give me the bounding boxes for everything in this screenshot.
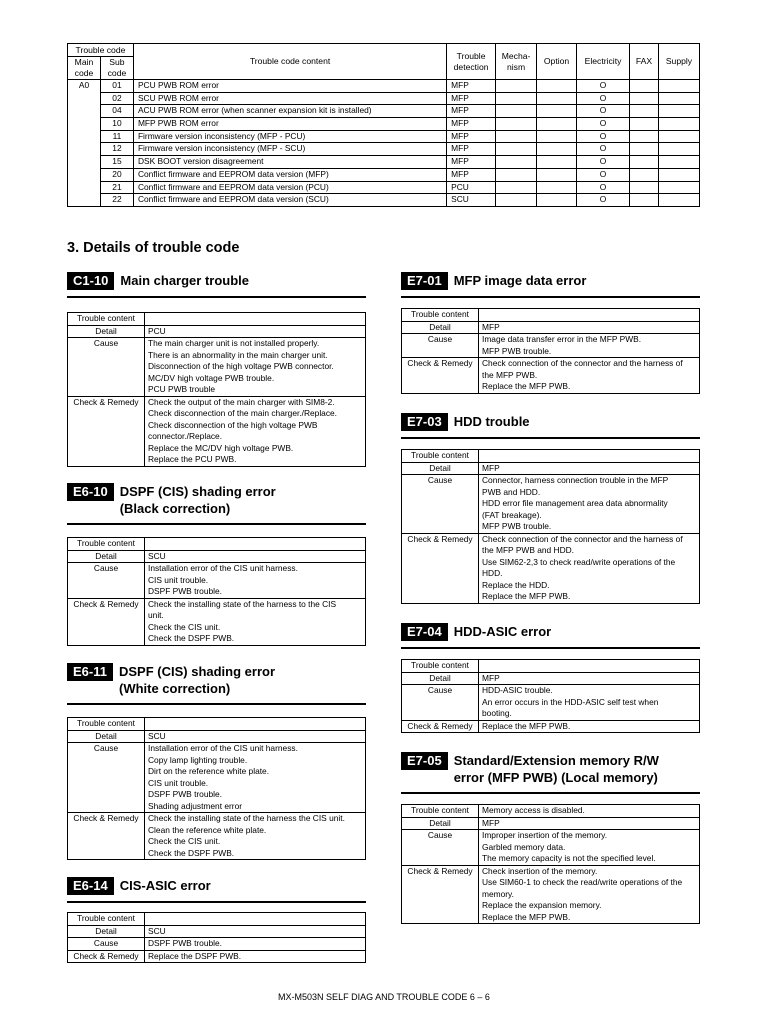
value-detail: PCU bbox=[145, 325, 366, 338]
code-content: Firmware version inconsistency (MFP - PCU) bbox=[133, 130, 446, 143]
value-cause bbox=[145, 338, 366, 397]
value-check-remedy bbox=[145, 813, 366, 860]
row-cause bbox=[402, 685, 700, 721]
row-check-remedy bbox=[402, 865, 700, 924]
row-check-remedy bbox=[402, 533, 700, 603]
fax bbox=[629, 181, 658, 194]
mechanism bbox=[496, 118, 537, 131]
label-check-remedy: Check & Remedy bbox=[68, 950, 145, 963]
row-detail bbox=[68, 550, 366, 563]
remedy-line: Replace the PCU PWB. bbox=[148, 454, 237, 464]
option bbox=[537, 194, 577, 207]
supply bbox=[658, 156, 699, 169]
option bbox=[537, 156, 577, 169]
mechanism bbox=[496, 194, 537, 207]
value-cause bbox=[145, 563, 366, 599]
mechanism bbox=[496, 92, 537, 105]
label-detail: Detail bbox=[402, 672, 479, 685]
table-row bbox=[68, 130, 700, 143]
label-cause: Cause bbox=[402, 685, 479, 721]
block-title: DSPF (CIS) shading error (White correction) bbox=[118, 664, 276, 696]
value-cause bbox=[145, 938, 366, 951]
cause-line: DSPF PWB trouble. bbox=[148, 938, 223, 948]
code-badge: E6-14 bbox=[67, 877, 114, 895]
block-title: Standard/Extension memory R/W error (MFP PWB) (Local memory) bbox=[453, 753, 659, 785]
label-detail: Detail bbox=[402, 321, 479, 334]
label-check-remedy: Check & Remedy bbox=[402, 720, 479, 733]
row-cause bbox=[402, 475, 700, 534]
block-table bbox=[401, 308, 700, 394]
cause-line: MFP PWB trouble. bbox=[482, 345, 552, 356]
detection: MFP bbox=[447, 80, 496, 93]
value-trouble-content bbox=[145, 313, 366, 326]
value-trouble-content: Memory access is disabled. bbox=[479, 805, 700, 818]
cause-line: (FAT breakage). bbox=[482, 509, 542, 520]
table-row bbox=[68, 143, 700, 156]
label-trouble-content: Trouble content bbox=[68, 313, 145, 326]
cause-line: The main charger unit is not installed properly. bbox=[148, 338, 320, 348]
cause-line: An error occurs in the HDD-ASIC self test when bbox=[482, 696, 659, 707]
mechanism bbox=[496, 80, 537, 93]
cause-line: PWB and HDD. bbox=[482, 486, 541, 497]
remedy-line: Check the CIS unit. bbox=[148, 621, 221, 632]
detection: MFP bbox=[447, 130, 496, 143]
block-header bbox=[401, 272, 700, 298]
remedy-line: Check disconnection of the main charger./Replace. bbox=[148, 408, 338, 418]
row-trouble-content bbox=[68, 718, 366, 731]
code-content: ACU PWB ROM error (when scanner expansion kit is installed) bbox=[133, 105, 446, 118]
mechanism bbox=[496, 143, 537, 156]
electricity-mark: O bbox=[577, 194, 630, 207]
block-e7-03 bbox=[401, 413, 700, 604]
header-option: Option bbox=[537, 44, 577, 80]
row-check-remedy bbox=[402, 720, 700, 733]
cause-line: HDD-ASIC trouble. bbox=[482, 685, 553, 695]
remedy-line: unit. bbox=[148, 610, 164, 620]
value-check-remedy bbox=[479, 358, 700, 394]
cause-line: There is an abnormality in the main charger unit. bbox=[148, 349, 328, 360]
label-detail: Detail bbox=[402, 817, 479, 830]
trouble-code-table bbox=[67, 43, 700, 207]
detection: MFP bbox=[447, 118, 496, 131]
fax bbox=[629, 105, 658, 118]
label-trouble-content: Trouble content bbox=[402, 309, 479, 322]
remedy-line: Replace the DSPF PWB. bbox=[148, 950, 242, 961]
cause-line: Installation error of the CIS unit harness. bbox=[148, 743, 298, 753]
code-content: SCU PWB ROM error bbox=[133, 92, 446, 105]
remedy-line: Replace the MFP PWB. bbox=[482, 911, 571, 922]
supply bbox=[658, 118, 699, 131]
detection: MFP bbox=[447, 105, 496, 118]
block-header bbox=[67, 483, 366, 525]
electricity-mark: O bbox=[577, 118, 630, 131]
cause-line: Copy lamp lighting trouble. bbox=[148, 754, 248, 765]
page-footer: MX-M503N SELF DIAG AND TROUBLE CODE 6 – 6 bbox=[278, 992, 490, 1002]
remedy-line: Check the DSPF PWB. bbox=[148, 633, 235, 643]
row-detail bbox=[402, 817, 700, 830]
row-trouble-content bbox=[402, 805, 700, 818]
block-e6-11 bbox=[67, 663, 366, 860]
row-detail bbox=[68, 925, 366, 938]
label-detail: Detail bbox=[68, 550, 145, 563]
remedy-line: Check connection of the connector and the harness of bbox=[482, 533, 683, 544]
fax bbox=[629, 118, 658, 131]
table-row bbox=[68, 92, 700, 105]
block-header bbox=[401, 413, 700, 439]
remedy-line: Replace the MFP PWB. bbox=[482, 381, 571, 391]
value-cause bbox=[479, 685, 700, 721]
option bbox=[537, 143, 577, 156]
mechanism bbox=[496, 105, 537, 118]
supply bbox=[658, 92, 699, 105]
label-detail: Detail bbox=[402, 462, 479, 475]
option bbox=[537, 92, 577, 105]
row-trouble-content bbox=[68, 313, 366, 326]
label-cause: Cause bbox=[68, 338, 145, 397]
block-table bbox=[67, 537, 366, 646]
sub-code: 01 bbox=[100, 80, 133, 93]
header-fax: FAX bbox=[629, 44, 658, 80]
sub-code: 22 bbox=[100, 194, 133, 207]
table-row bbox=[68, 118, 700, 131]
cause-line: MFP PWB trouble. bbox=[482, 521, 552, 531]
label-trouble-content: Trouble content bbox=[402, 660, 479, 673]
cause-line: CIS unit trouble. bbox=[148, 777, 209, 788]
block-table bbox=[401, 449, 700, 604]
table-row bbox=[68, 105, 700, 118]
electricity-mark: O bbox=[577, 92, 630, 105]
electricity-mark: O bbox=[577, 143, 630, 156]
supply bbox=[658, 194, 699, 207]
option bbox=[537, 118, 577, 131]
cause-line: Connector, harness connection trouble in the MFP bbox=[482, 475, 669, 485]
sub-code: 15 bbox=[100, 156, 133, 169]
block-e6-14 bbox=[67, 877, 366, 963]
row-detail bbox=[402, 321, 700, 334]
option bbox=[537, 80, 577, 93]
block-table bbox=[67, 912, 366, 963]
block-table bbox=[401, 659, 700, 733]
remedy-line: Check the DSPF PWB. bbox=[148, 847, 235, 858]
code-badge: E6-10 bbox=[67, 483, 114, 501]
row-trouble-content bbox=[402, 450, 700, 463]
table-row bbox=[68, 194, 700, 207]
mechanism bbox=[496, 168, 537, 181]
row-trouble-content bbox=[68, 538, 366, 551]
table-row bbox=[68, 80, 700, 93]
label-trouble-content: Trouble content bbox=[68, 538, 145, 551]
supply bbox=[658, 105, 699, 118]
block-table bbox=[67, 717, 366, 860]
label-detail: Detail bbox=[68, 325, 145, 338]
code-content: PCU PWB ROM error bbox=[133, 80, 446, 93]
electricity-mark: O bbox=[577, 168, 630, 181]
label-check-remedy: Check & Remedy bbox=[68, 598, 145, 645]
supply bbox=[658, 168, 699, 181]
value-detail: SCU bbox=[145, 550, 366, 563]
label-cause: Cause bbox=[402, 475, 479, 534]
code-badge: E6-11 bbox=[67, 663, 113, 681]
row-trouble-content bbox=[402, 309, 700, 322]
sub-code: 20 bbox=[100, 168, 133, 181]
cause-line: Disconnection of the high voltage PWB connector. bbox=[148, 361, 334, 371]
header-content: Trouble code content bbox=[133, 44, 446, 80]
supply bbox=[658, 143, 699, 156]
row-trouble-content bbox=[68, 913, 366, 926]
label-check-remedy: Check & Remedy bbox=[68, 396, 145, 466]
header-trouble-code: Trouble code bbox=[68, 44, 134, 57]
value-detail: MFP bbox=[479, 817, 700, 830]
detection: PCU bbox=[447, 181, 496, 194]
fax bbox=[629, 168, 658, 181]
block-header bbox=[67, 272, 366, 298]
value-trouble-content bbox=[145, 538, 366, 551]
header-mechanism: Mecha- nism bbox=[496, 44, 537, 80]
value-trouble-content bbox=[479, 309, 700, 322]
block-title: MFP image data error bbox=[453, 273, 587, 288]
remedy-line: Use SIM62-2,3 to check read/write operations of the bbox=[482, 556, 676, 567]
block-e7-05 bbox=[401, 752, 700, 924]
table-row bbox=[68, 168, 700, 181]
row-check-remedy bbox=[402, 358, 700, 394]
mechanism bbox=[496, 156, 537, 169]
value-detail: MFP bbox=[479, 672, 700, 685]
code-content: MFP PWB ROM error bbox=[133, 118, 446, 131]
block-e7-04 bbox=[401, 623, 700, 733]
value-check-remedy bbox=[479, 720, 700, 733]
electricity-mark: O bbox=[577, 130, 630, 143]
row-check-remedy bbox=[68, 813, 366, 860]
header-sub-code: Sub code bbox=[100, 57, 133, 80]
block-title: CIS-ASIC error bbox=[119, 878, 211, 893]
value-check-remedy bbox=[145, 598, 366, 645]
remedy-line: Check disconnection of the high voltage PWB bbox=[148, 419, 318, 430]
value-check-remedy bbox=[479, 533, 700, 603]
option bbox=[537, 105, 577, 118]
remedy-line: Check connection of the connector and the harness of bbox=[482, 358, 683, 368]
cause-line: Improper insertion of the memory. bbox=[482, 830, 608, 840]
sub-code: 11 bbox=[100, 130, 133, 143]
cause-line: booting. bbox=[482, 708, 512, 718]
cause-line: MC/DV high voltage PWB trouble. bbox=[148, 372, 275, 383]
value-trouble-content bbox=[145, 718, 366, 731]
value-check-remedy bbox=[145, 396, 366, 466]
code-content: Conflict firmware and EEPROM data version (PCU) bbox=[133, 181, 446, 194]
block-table bbox=[401, 804, 700, 924]
detection: SCU bbox=[447, 194, 496, 207]
block-title: HDD trouble bbox=[453, 414, 530, 429]
code-badge: E7-04 bbox=[401, 623, 448, 641]
block-c1-10 bbox=[67, 272, 366, 467]
row-check-remedy bbox=[68, 950, 366, 963]
row-trouble-content bbox=[402, 660, 700, 673]
label-cause: Cause bbox=[402, 830, 479, 866]
label-cause: Cause bbox=[68, 563, 145, 599]
code-content: Conflict firmware and EEPROM data version (SCU) bbox=[133, 194, 446, 207]
value-detail: MFP bbox=[479, 321, 700, 334]
code-content: Firmware version inconsistency (MFP - SCU) bbox=[133, 143, 446, 156]
value-detail: SCU bbox=[145, 925, 366, 938]
row-detail bbox=[68, 730, 366, 743]
remedy-line: Check the installing state of the harness the CIS unit. bbox=[148, 813, 345, 823]
block-e6-10 bbox=[67, 483, 366, 646]
cause-line: Garbled memory data. bbox=[482, 841, 566, 852]
value-trouble-content bbox=[145, 913, 366, 926]
row-cause bbox=[68, 338, 366, 397]
detection: MFP bbox=[447, 143, 496, 156]
row-cause bbox=[402, 334, 700, 358]
label-detail: Detail bbox=[68, 730, 145, 743]
label-trouble-content: Trouble content bbox=[68, 913, 145, 926]
row-check-remedy bbox=[68, 396, 366, 466]
table-row bbox=[68, 181, 700, 194]
label-check-remedy: Check & Remedy bbox=[402, 358, 479, 394]
option bbox=[537, 181, 577, 194]
remedy-line: HDD. bbox=[482, 568, 503, 578]
row-check-remedy bbox=[68, 598, 366, 645]
remedy-line: Replace the expansion memory. bbox=[482, 900, 602, 910]
value-trouble-content bbox=[479, 660, 700, 673]
header-detection: Trouble detection bbox=[447, 44, 496, 80]
block-e7-01 bbox=[401, 272, 700, 394]
remedy-line: memory. bbox=[482, 888, 514, 899]
remedy-line: Replace the MC/DV high voltage PWB. bbox=[148, 442, 294, 453]
value-trouble-content bbox=[479, 450, 700, 463]
header-main-code: Main code bbox=[68, 57, 101, 80]
sub-code: 04 bbox=[100, 105, 133, 118]
electricity-mark: O bbox=[577, 156, 630, 169]
block-title: DSPF (CIS) shading error (Black correction) bbox=[119, 484, 276, 516]
label-check-remedy: Check & Remedy bbox=[402, 865, 479, 924]
cause-line: CIS unit trouble. bbox=[148, 574, 209, 585]
remedy-line: the MFP PWB. bbox=[482, 369, 538, 380]
header-electricity: Electricity bbox=[577, 44, 630, 80]
row-cause bbox=[68, 938, 366, 951]
cause-line: DSPF PWB trouble. bbox=[148, 586, 223, 596]
block-title: Main charger trouble bbox=[120, 273, 249, 288]
remedy-line: Clean the reference white plate. bbox=[148, 824, 267, 835]
row-cause bbox=[68, 563, 366, 599]
code-badge: C1-10 bbox=[67, 272, 114, 290]
detection: MFP bbox=[447, 92, 496, 105]
option bbox=[537, 168, 577, 181]
detection: MFP bbox=[447, 156, 496, 169]
value-cause bbox=[145, 743, 366, 813]
supply bbox=[658, 130, 699, 143]
code-badge: E7-03 bbox=[401, 413, 448, 431]
sub-code: 10 bbox=[100, 118, 133, 131]
fax bbox=[629, 92, 658, 105]
supply bbox=[658, 181, 699, 194]
block-header bbox=[401, 752, 700, 794]
row-detail bbox=[402, 672, 700, 685]
remedy-line: Check insertion of the memory. bbox=[482, 865, 598, 876]
block-header bbox=[67, 663, 366, 705]
supply bbox=[658, 80, 699, 93]
cause-line: DSPF PWB trouble. bbox=[148, 789, 223, 799]
value-check-remedy bbox=[145, 950, 366, 963]
label-detail: Detail bbox=[68, 925, 145, 938]
label-check-remedy: Check & Remedy bbox=[402, 533, 479, 603]
cause-line: Image data transfer error in the MFP PWB. bbox=[482, 334, 642, 344]
value-cause bbox=[479, 334, 700, 358]
value-detail: SCU bbox=[145, 730, 366, 743]
remedy-line: Replace the HDD. bbox=[482, 579, 550, 590]
cause-line: Dirt on the reference white plate. bbox=[148, 766, 270, 776]
remedy-line: Replace the MFP PWB. bbox=[482, 720, 571, 731]
option bbox=[537, 130, 577, 143]
label-cause: Cause bbox=[68, 938, 145, 951]
label-check-remedy: Check & Remedy bbox=[68, 813, 145, 860]
fax bbox=[629, 156, 658, 169]
remedy-line: Replace the MFP PWB. bbox=[482, 591, 571, 601]
code-content: Conflict firmware and EEPROM data version (MFP) bbox=[133, 168, 446, 181]
mechanism bbox=[496, 130, 537, 143]
sub-code: 21 bbox=[100, 181, 133, 194]
remedy-line: Check the CIS unit. bbox=[148, 836, 221, 846]
remedy-line: Check the installing state of the harness to the CIS bbox=[148, 598, 337, 609]
value-check-remedy bbox=[479, 865, 700, 924]
row-detail bbox=[68, 325, 366, 338]
label-trouble-content: Trouble content bbox=[402, 450, 479, 463]
mechanism bbox=[496, 181, 537, 194]
block-header bbox=[401, 623, 700, 649]
code-badge: E7-01 bbox=[401, 272, 448, 290]
row-cause bbox=[402, 830, 700, 866]
value-cause bbox=[479, 830, 700, 866]
sub-code: 02 bbox=[100, 92, 133, 105]
detection: MFP bbox=[447, 168, 496, 181]
remedy-line: the MFP PWB and HDD. bbox=[482, 545, 574, 555]
block-table bbox=[67, 312, 366, 467]
label-trouble-content: Trouble content bbox=[68, 718, 145, 731]
value-cause bbox=[479, 475, 700, 534]
table-row bbox=[68, 156, 700, 169]
fax bbox=[629, 194, 658, 207]
main-code: A0 bbox=[68, 80, 101, 207]
fax bbox=[629, 80, 658, 93]
fax bbox=[629, 143, 658, 156]
sub-code: 12 bbox=[100, 143, 133, 156]
block-title: HDD-ASIC error bbox=[453, 624, 552, 639]
cause-line: The memory capacity is not the specified level. bbox=[482, 853, 656, 863]
electricity-mark: O bbox=[577, 181, 630, 194]
electricity-mark: O bbox=[577, 105, 630, 118]
row-detail bbox=[402, 462, 700, 475]
cause-line: PCU PWB trouble bbox=[148, 384, 216, 394]
fax bbox=[629, 130, 658, 143]
remedy-line: Check the output of the main charger with SIM8-2. bbox=[148, 396, 335, 407]
row-cause bbox=[68, 743, 366, 813]
remedy-line: Use SIM60-1 to check the read/write operations of the bbox=[482, 877, 683, 887]
label-trouble-content: Trouble content bbox=[402, 805, 479, 818]
header-supply: Supply bbox=[658, 44, 699, 80]
electricity-mark: O bbox=[577, 80, 630, 93]
value-detail: MFP bbox=[479, 462, 700, 475]
cause-line: Installation error of the CIS unit harness. bbox=[148, 563, 298, 573]
section-title: 3. Details of trouble code bbox=[67, 240, 240, 256]
code-content: DSK BOOT version disagreement bbox=[133, 156, 446, 169]
cause-line: HDD error file management area data abnormality bbox=[482, 498, 668, 508]
code-badge: E7-05 bbox=[401, 752, 448, 770]
remedy-line: connector./Replace. bbox=[148, 431, 223, 441]
cause-line: Shading adjustment error bbox=[148, 800, 243, 811]
label-cause: Cause bbox=[68, 743, 145, 813]
label-cause: Cause bbox=[402, 334, 479, 358]
block-header bbox=[67, 877, 366, 903]
